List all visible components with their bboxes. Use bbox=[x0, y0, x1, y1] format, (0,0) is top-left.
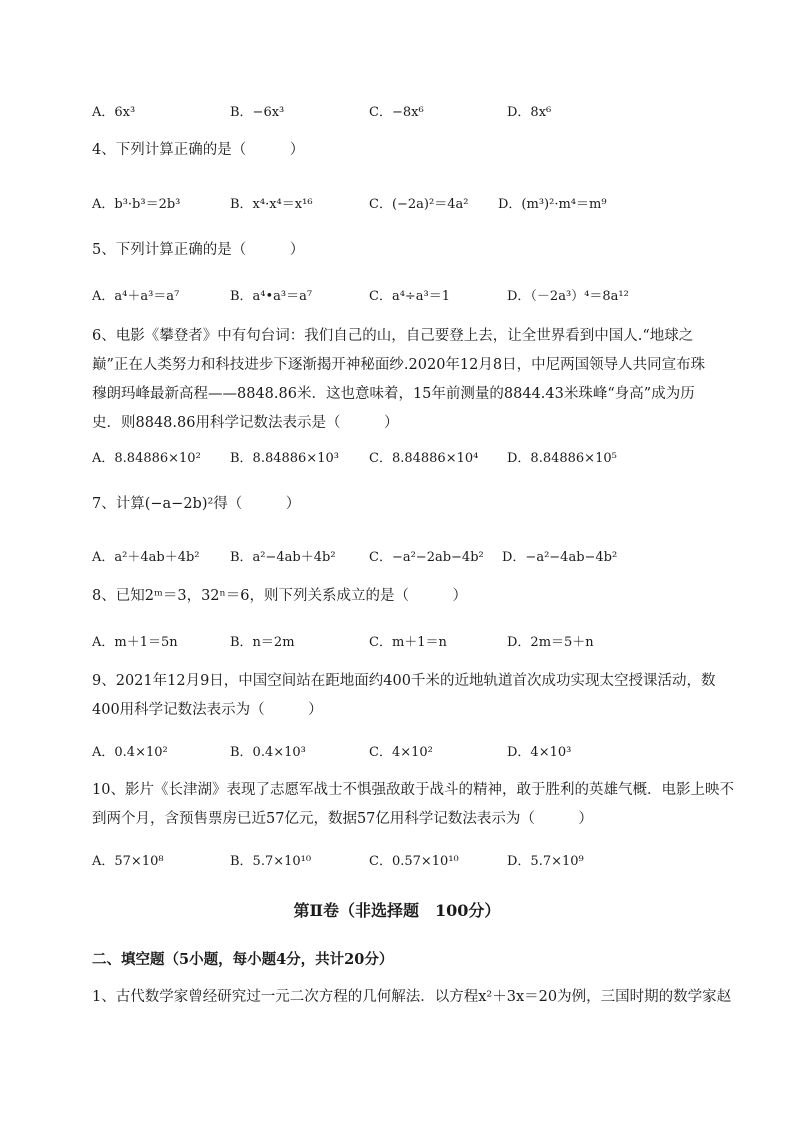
q5-option-a: A．a⁴＋a³＝a⁷ bbox=[92, 289, 180, 304]
q6-line-4: 史．则8848.86用科学记数法表示是（ ） bbox=[92, 415, 399, 431]
q5-stem: 5、下列计算正确的是（ ） bbox=[92, 242, 305, 258]
q9-option-c: C．4×10² bbox=[369, 745, 433, 760]
fill-in-part-title: 二、填空题（5小题，每小题4分，共计20分） bbox=[92, 951, 394, 968]
q7-option-d: D．−a²−4ab−4b² bbox=[502, 550, 618, 565]
q8-stem: 8、已知2ᵐ＝3，32ⁿ＝6，则下列关系成立的是（ ） bbox=[92, 588, 468, 604]
q6-option-b: B．8.84886×10³ bbox=[230, 451, 339, 466]
q10-option-d: D．5.7×10⁹ bbox=[507, 854, 584, 869]
fill-q1-stem: 1、古代数学家曾经研究过一元二次方程的几何解法．以方程x²＋3x＝20为例，三国时期的数学家赵 bbox=[92, 989, 732, 1005]
q6-option-d: D．8.84886×10⁵ bbox=[507, 451, 617, 466]
q10-line-1: 10、影片《长津湖》表现了志愿军战士不惧强敌敢于战斗的精神，敢于胜利的英雄气概．电影上映不 bbox=[92, 782, 734, 798]
q10-stem bbox=[92, 776, 742, 834]
q6-line-2: 巅”正在人类努力和科技进步下逐渐揭开神秘面纱.2020年12月8日，中尼两国领导人共同宣布珠 bbox=[92, 357, 706, 373]
q10-line-2: 到两个月，含预售票房已近57亿元，数据57亿用科学记数法表示为（ ） bbox=[92, 811, 593, 827]
q10-option-b: B．5.7×10¹⁰ bbox=[230, 854, 312, 869]
section-2-title: 第Ⅱ卷（非选择题 100分） bbox=[293, 901, 501, 920]
q9-stem bbox=[92, 667, 742, 725]
q3-option-c: C．−8x⁶ bbox=[369, 105, 424, 120]
q10-option-a: A．57×10⁸ bbox=[92, 854, 164, 869]
q3-option-b: B．−6x³ bbox=[230, 105, 285, 120]
q8-option-a: A．m＋1＝5n bbox=[92, 635, 178, 650]
q4-option-d: D．(m³)²·m⁴＝m⁹ bbox=[498, 197, 607, 212]
q5-option-c: C．a⁴÷a³＝1 bbox=[369, 289, 451, 304]
q9-line-2: 400用科学记数法表示为（ ） bbox=[92, 702, 323, 718]
q6-line-3: 穆朗玛峰最新高程——8848.86米．这也意味着，15年前测量的8844.43米珠峰“身高”成为历 bbox=[92, 386, 695, 402]
q4-stem: 4、下列计算正确的是（ ） bbox=[92, 142, 305, 158]
q3-option-d: D．8x⁶ bbox=[507, 105, 552, 120]
q6-line-1: 6、电影《攀登者》中有句台词：我们自己的山，自己要登上去，让全世界看到中国人.“地球之 bbox=[92, 328, 694, 344]
q5-option-d: D．（－2a³）⁴＝8a¹² bbox=[507, 289, 629, 304]
q10-option-c: C．0.57×10¹⁰ bbox=[369, 854, 459, 869]
q8-option-d: D．2m＝5＋n bbox=[507, 635, 594, 650]
q7-option-a: A．a²＋4ab＋4b² bbox=[92, 550, 200, 565]
q4-option-c: C．(−2a)²＝4a² bbox=[369, 197, 469, 212]
q9-option-a: A．0.4×10² bbox=[92, 745, 168, 760]
q7-stem: 7、计算(−a−2b)²得（ ） bbox=[92, 496, 301, 512]
q5-option-b: B．a⁴•a³＝a⁷ bbox=[230, 289, 313, 304]
q7-option-b: B．a²−4ab＋4b² bbox=[230, 550, 336, 565]
q6-option-a: A．8.84886×10² bbox=[92, 451, 201, 466]
q4-option-a: A．b³·b³＝2b³ bbox=[92, 197, 181, 212]
q9-line-1: 9、2021年12月9日，中国空间站在距地面约400千米的近地轨道首次成功实现太空授课活动，数 bbox=[92, 673, 716, 689]
q9-option-b: B．0.4×10³ bbox=[230, 745, 306, 760]
q9-option-d: D．4×10³ bbox=[507, 745, 572, 760]
q4-option-b: B．x⁴·x⁴＝x¹⁶ bbox=[230, 197, 313, 212]
q6-option-c: C．8.84886×10⁴ bbox=[369, 451, 479, 466]
q7-option-c: C．−a²−2ab−4b² bbox=[369, 550, 484, 565]
q6-stem bbox=[92, 322, 742, 438]
q8-option-b: B．n＝2m bbox=[230, 635, 295, 650]
q3-option-a: A．6x³ bbox=[92, 105, 136, 120]
q8-option-c: C．m＋1＝n bbox=[369, 635, 447, 650]
